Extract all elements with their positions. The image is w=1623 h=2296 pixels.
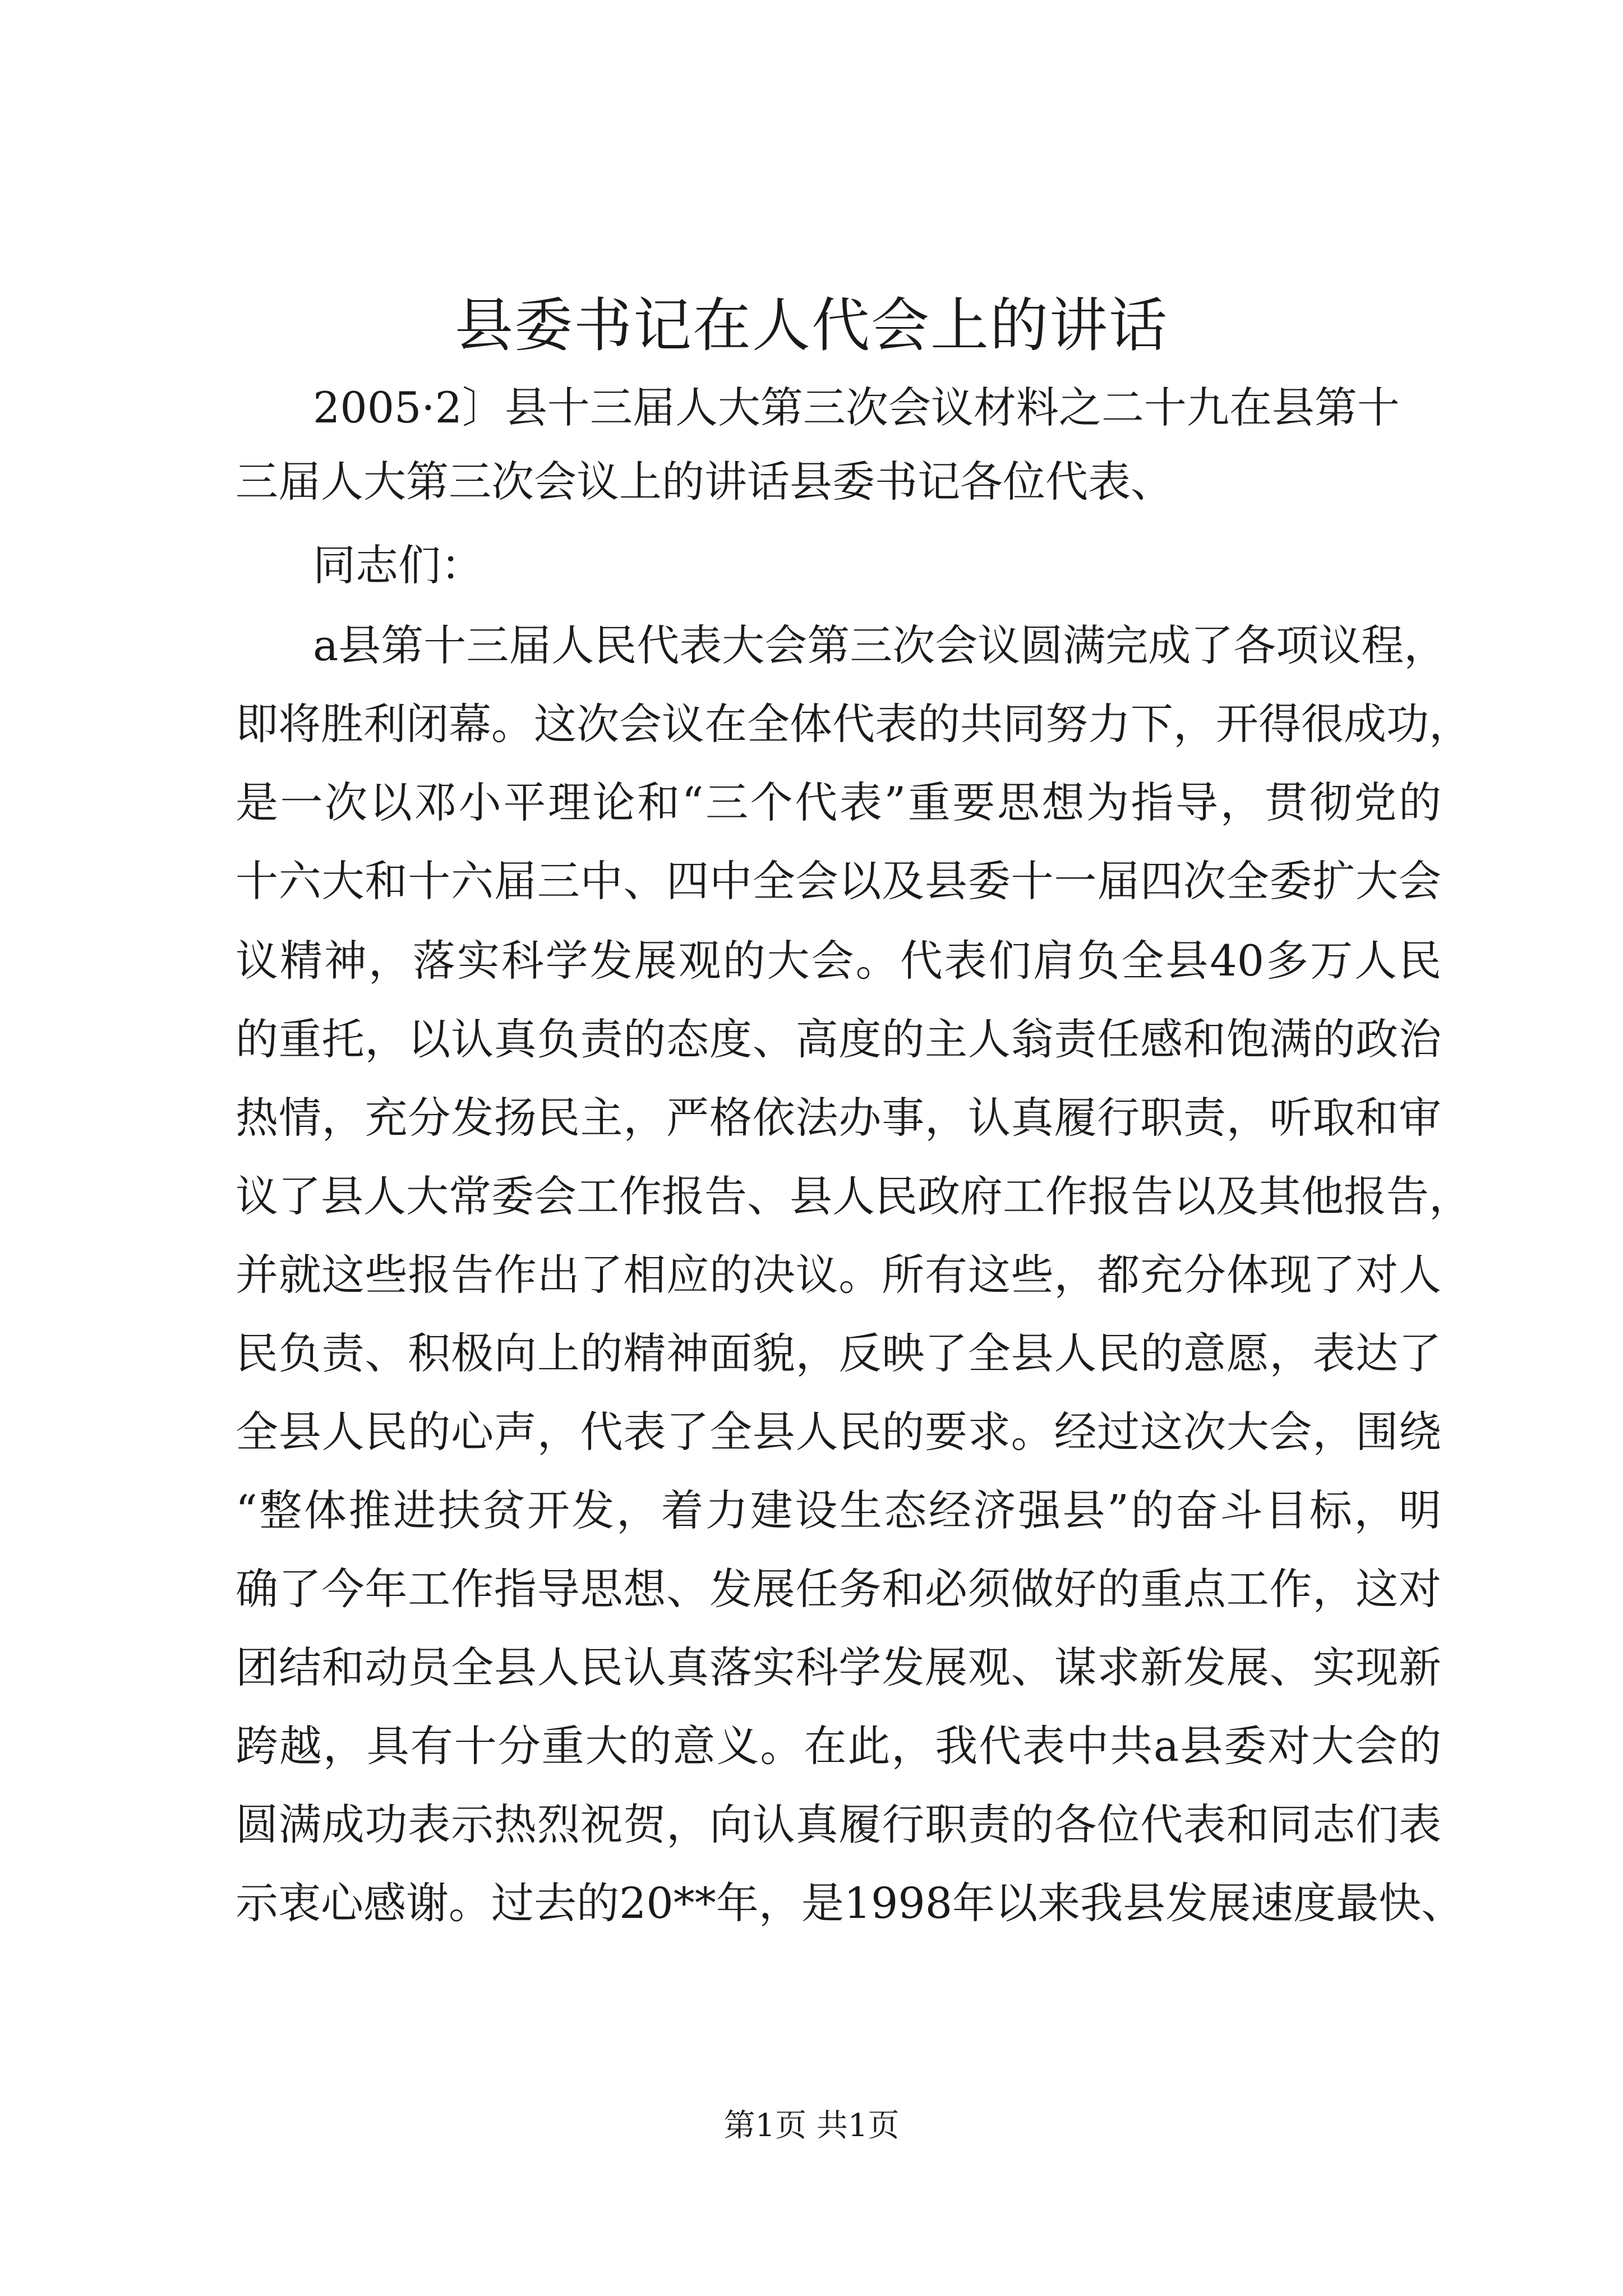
body-line: “整体推进扶贫开发，着力建设生态经济强县”的奋斗目标，明 (236, 1485, 1441, 1535)
body-line: 团结和动员全县人民认真落实科学发展观、谋求新发展、实现新 (236, 1642, 1441, 1692)
page-footer: 第1页 共1页 (723, 2108, 900, 2144)
body-line: 十六大和十六届三中、四中全会以及县委十一届四次全委扩大会 (236, 856, 1441, 906)
body-line: 议精神，落实科学发展观的大会。代表们肩负全县40多万人民 (236, 936, 1441, 986)
document-title: 县委书记在人代会上的讲话 (454, 291, 1168, 360)
body-line: 同志们： (313, 540, 483, 590)
body-line: 三届人大第三次会议上的讲话县委书记各位代表、 (236, 457, 1173, 507)
body-line: 圆满成功表示热烈祝贺，向认真履行职责的各位代表和同志们表 (236, 1800, 1441, 1849)
body-line: 民负责、积极向上的精神面貌，反映了全县人民的意愿，表达了 (236, 1328, 1441, 1378)
body-line: 并就这些报告作出了相应的决议。所有这些，都充分体现了对人 (236, 1250, 1441, 1300)
body-line: 是一次以邓小平理论和“三个代表”重要思想为指导，贯彻党的 (236, 777, 1441, 827)
body-line: 示衷心感谢。过去的20**年，是1998年以来我县发展速度最快、 (236, 1878, 1464, 1928)
body-line: 全县人民的心声，代表了全县人民的要求。经过这次大会，围绕 (236, 1407, 1441, 1457)
body-line: 跨越，具有十分重大的意义。在此，我代表中共a县委对大会的 (236, 1721, 1441, 1771)
body-line: 议了县人大常委会工作报告、县人民政府工作报告以及其他报告， (236, 1171, 1472, 1221)
body-line: 确了今年工作指导思想、发展任务和必须做好的重点工作，这对 (236, 1564, 1441, 1614)
body-line: 2005·2〕县十三届人大第三次会议材料之二十九在县第十 (313, 383, 1400, 432)
body-line: a县第十三届人民代表大会第三次会议圆满完成了各项议程， (313, 620, 1447, 670)
body-line: 即将胜利闭幕。这次会议在全体代表的共同努力下，开得很成功， (236, 699, 1472, 749)
body-line: 热情，充分发扬民主，严格依法办事，认真履行职责，听取和审 (236, 1093, 1441, 1143)
body-line: 的重托，以认真负责的态度、高度的主人翁责任感和饱满的政治 (236, 1014, 1441, 1064)
